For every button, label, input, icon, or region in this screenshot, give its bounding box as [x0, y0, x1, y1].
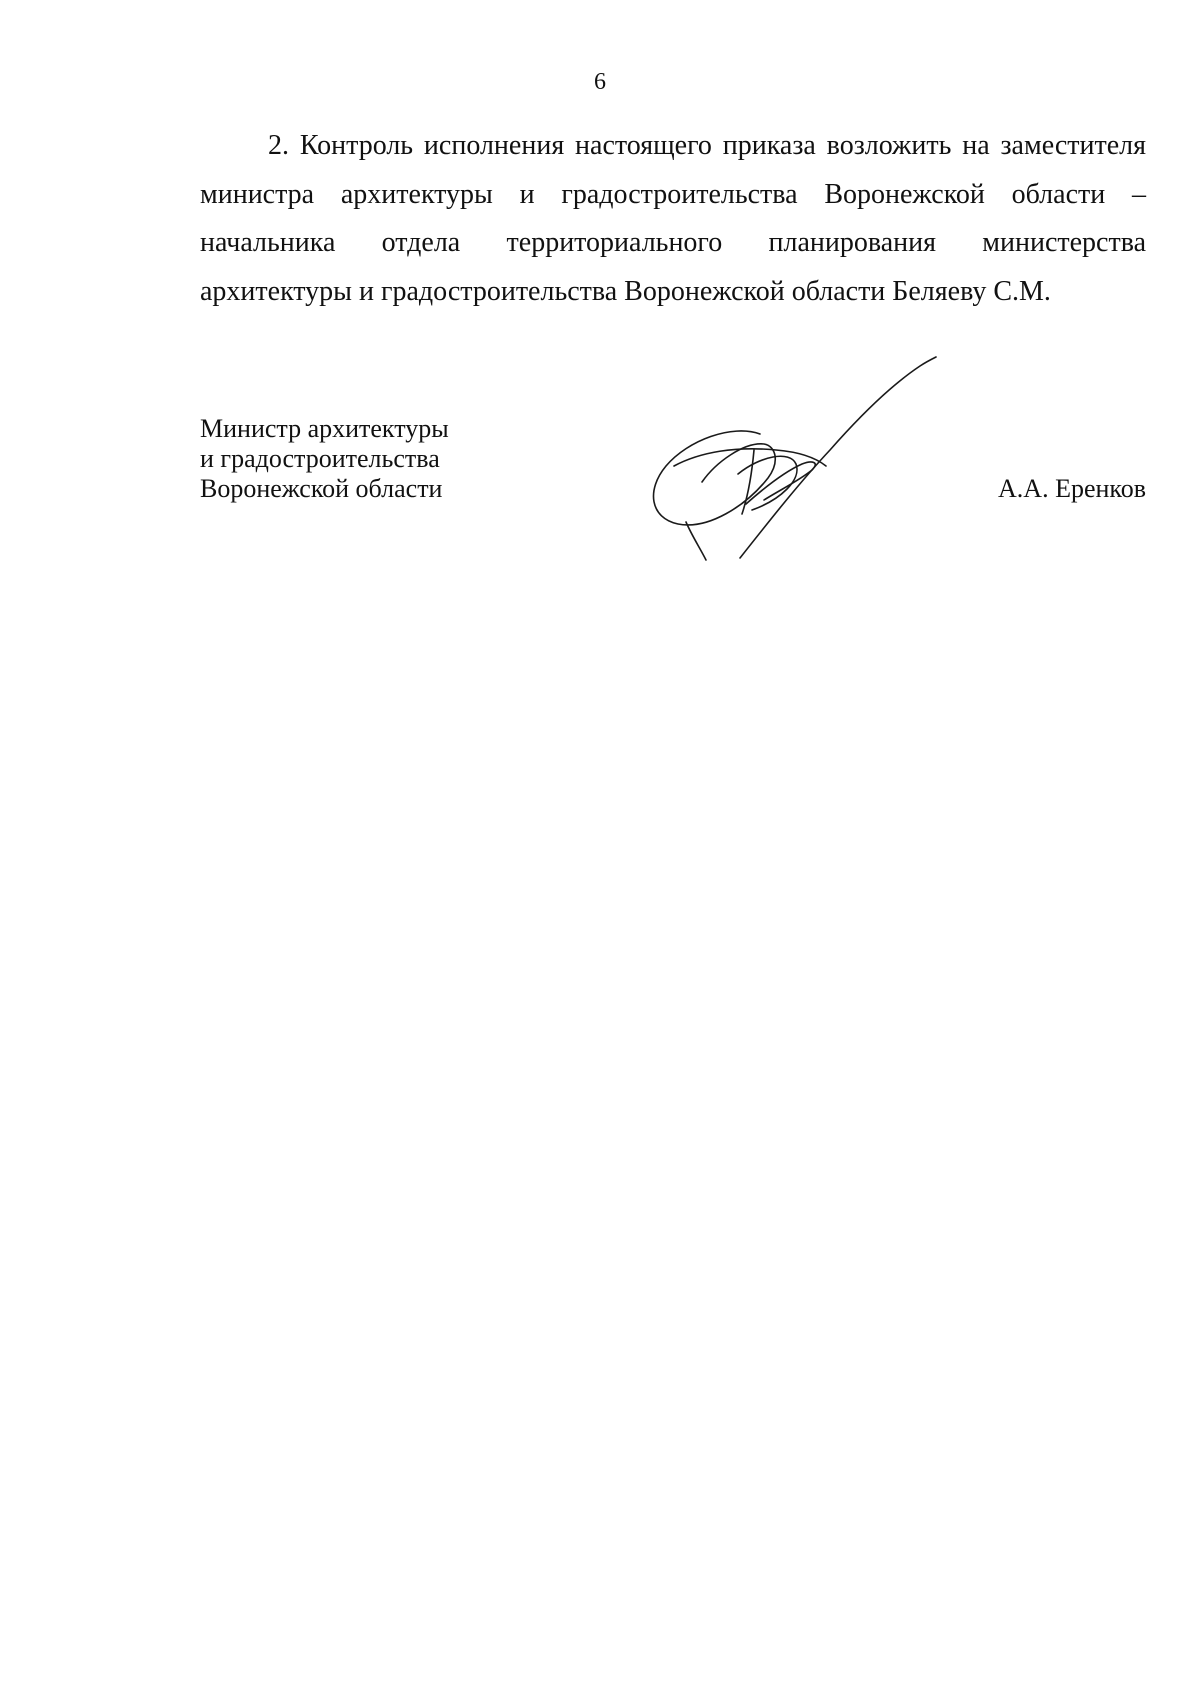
- position-line: и градостроительства: [200, 444, 440, 473]
- signatory-position: [200, 414, 490, 504]
- page-number: 6: [594, 69, 606, 95]
- order-paragraph: 2. Контроль исполнения настоящего приказа возложить на заместителя министра архитектуры и градостроительства Воронежской области – начальника отдела территориального планирования министерства архитектуры и градостроительства Воронежской области Беляеву С.М.: [200, 130, 1146, 307]
- position-line: Министр архитектуры: [200, 414, 449, 443]
- handwritten-signature: [640, 354, 960, 574]
- signer-name: А.А. Еренков: [998, 474, 1146, 503]
- position-line: Воронежской области: [200, 474, 443, 503]
